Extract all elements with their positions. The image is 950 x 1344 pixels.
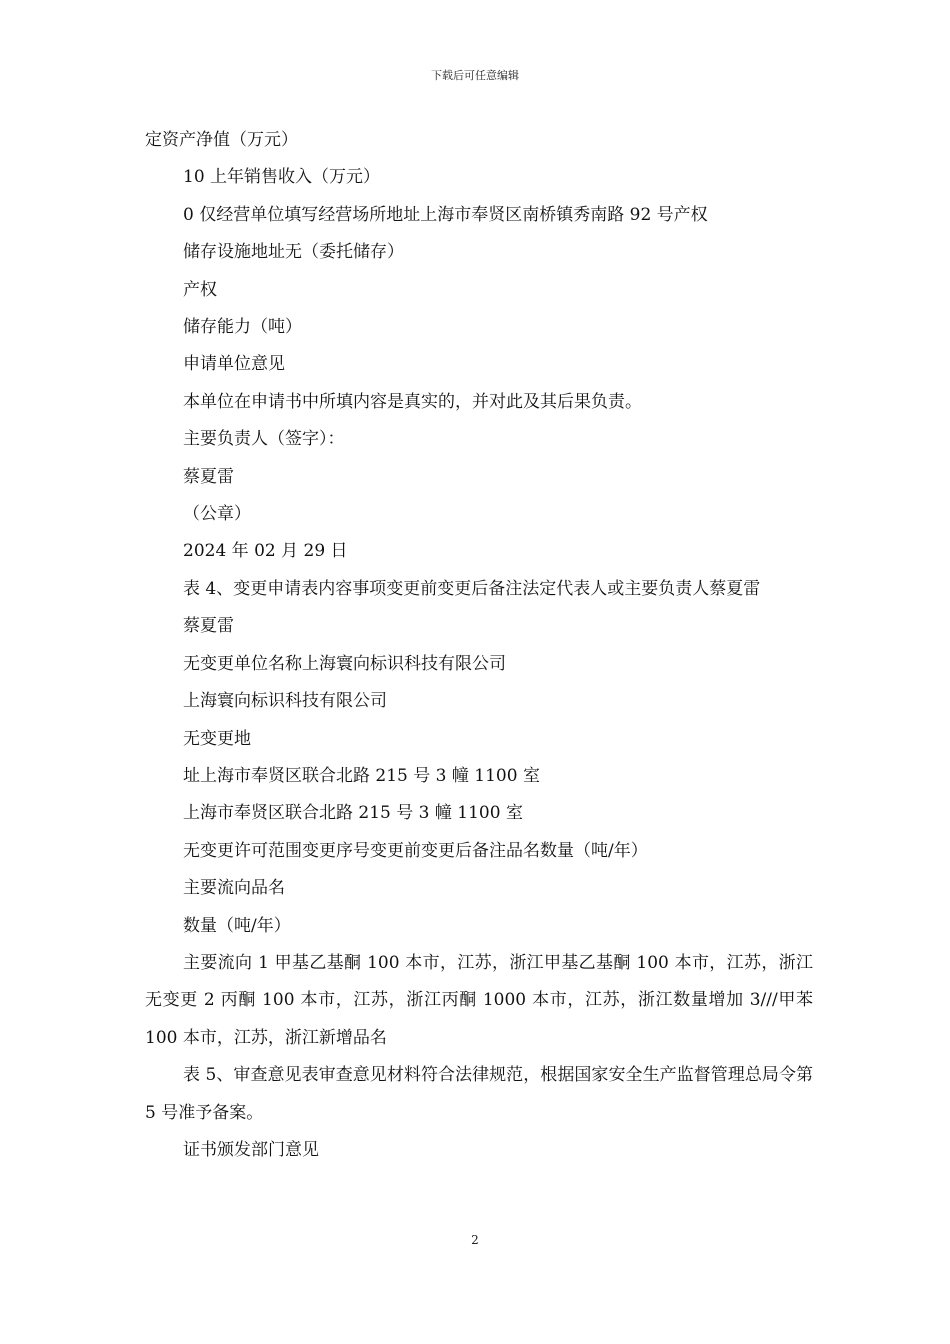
- page-number: 2: [471, 1233, 479, 1247]
- text-line: （公章）: [183, 504, 251, 525]
- text-line: 0 仅经营单位填写经营场所地址上海市奉贤区南桥镇秀南路 92 号产权: [183, 204, 708, 225]
- text-line: 上海市奉贤区联合北路 215 号 3 幢 1100 室: [183, 803, 523, 824]
- text-line: 蔡夏雷: [183, 466, 234, 487]
- text-line: 无变更地: [183, 728, 251, 749]
- text-line: 定资产净值（万元）: [145, 130, 298, 150]
- text-line: 主要负责人（签字）：: [183, 429, 345, 450]
- text-line: 证书颁发部门意见: [183, 1139, 319, 1160]
- text-paragraph: 表 4、变更申请表内容事项变更前变更后备注法定代表人或主要负责人蔡夏雷: [183, 578, 761, 599]
- text-line: 数量（吨/年）: [183, 915, 291, 936]
- text-line: 上海寰向标识科技有限公司: [183, 691, 387, 712]
- text-line: 储存能力（吨）: [183, 317, 302, 338]
- text-line: 主要流向品名: [183, 878, 285, 899]
- text-paragraph: 表 5、审查意见表审查意见材料符合法律规范，根据国家安全生产监督管理总局令第 5 号准予备案。: [145, 1065, 813, 1123]
- page-header: 下载后可任意编辑: [431, 69, 519, 82]
- text-line: 无变更单位名称上海寰向标识科技有限公司: [183, 653, 506, 674]
- text-line: 2024 年 02 月 29 日: [183, 541, 348, 562]
- text-line: 蔡夏雷: [183, 616, 234, 637]
- text-line: 10 上年销售收入（万元）: [183, 167, 381, 188]
- text-line: 本单位在申请书中所填内容是真实的，并对此及其后果负责。: [183, 391, 642, 412]
- text-line: 储存设施地址无（委托储存）: [183, 242, 404, 263]
- text-line: 址上海市奉贤区联合北路 215 号 3 幢 1100 室: [183, 765, 540, 786]
- text-line: 产权: [183, 279, 217, 300]
- document-body: [145, 122, 813, 1169]
- text-line: 申请单位意见: [183, 354, 285, 375]
- text-line: 无变更许可范围变更序号变更前变更后备注品名数量（吨/年）: [183, 840, 648, 861]
- text-paragraph: 主要流向 1 甲基乙基酮 100 本市，江苏，浙江甲基乙基酮 100 本市，江苏，浙江无变更 2 丙酮 100 本市，江苏，浙江丙酮 1000 本市，江苏，浙江数量增加 3///甲苯 100 本市，江苏，浙江新增品名: [145, 952, 813, 1048]
